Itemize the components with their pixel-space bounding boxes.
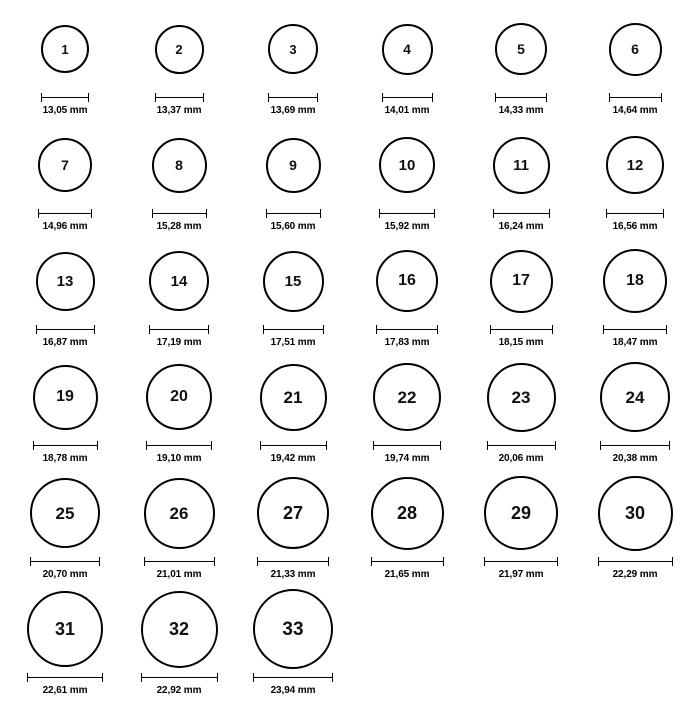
diameter-measure-bar [487, 441, 556, 450]
ring-size-label: 26 [169, 503, 189, 523]
measure-line [263, 329, 324, 330]
diameter-value-label: 20,06 mm [498, 453, 544, 464]
ring-size-cell [578, 238, 692, 354]
ring-size-cell [8, 586, 122, 702]
ring-circle [268, 24, 318, 74]
measure-line [30, 561, 100, 562]
ring-circle [382, 24, 433, 75]
ring-circle [487, 363, 556, 432]
ring-circle [152, 138, 207, 193]
ring-circle-wrapper [600, 354, 670, 440]
measure-tick-right [320, 209, 321, 218]
diameter-value-label: 21,65 mm [384, 569, 430, 580]
measure-line [38, 213, 92, 214]
ring-size-label: 2 [175, 41, 183, 57]
measure-tick-right [432, 93, 433, 102]
ring-size-label: 7 [61, 157, 69, 173]
ring-size-cell [8, 470, 122, 586]
ring-circle [41, 25, 89, 73]
measure-tick-left [30, 557, 31, 566]
measure-line [598, 561, 673, 562]
diameter-value-label: 15,60 mm [270, 221, 316, 232]
ring-circle-wrapper [38, 122, 92, 208]
ring-circle [141, 591, 218, 668]
measure-tick-right [434, 209, 435, 218]
diameter-value-label: 14,33 mm [498, 105, 544, 116]
measure-tick-right [552, 325, 553, 334]
ring-size-label: 27 [282, 503, 304, 523]
ring-circle [600, 362, 670, 432]
ring-size-label: 30 [624, 503, 646, 523]
measure-tick-right [555, 441, 556, 450]
ring-circle-wrapper [490, 238, 553, 324]
diameter-measure-bar [484, 557, 558, 566]
diameter-measure-bar [257, 557, 329, 566]
measure-tick-left [495, 93, 496, 102]
measure-line [484, 561, 558, 562]
measure-tick-right [669, 441, 670, 450]
ring-circle-wrapper [598, 470, 673, 556]
ring-size-cell [122, 470, 236, 586]
diameter-value-label: 15,92 mm [384, 221, 430, 232]
ring-size-label: 5 [517, 41, 525, 57]
diameter-measure-bar [600, 441, 670, 450]
ring-size-cell [236, 122, 350, 238]
ring-circle [36, 252, 95, 311]
measure-tick-left [257, 557, 258, 566]
ring-circle [266, 138, 321, 193]
ring-circle [257, 477, 329, 549]
ring-circle [144, 478, 215, 549]
measure-tick-left [598, 557, 599, 566]
ring-size-label: 8 [175, 157, 183, 173]
diameter-measure-bar [379, 209, 435, 218]
diameter-value-label: 23,94 mm [270, 685, 316, 696]
measure-line [373, 445, 441, 446]
measure-tick-right [94, 325, 95, 334]
measure-tick-right [661, 93, 662, 102]
ring-size-cell [122, 354, 236, 470]
diameter-value-label: 21,97 mm [498, 569, 544, 580]
diameter-value-label: 21,33 mm [270, 569, 316, 580]
ring-size-label: 15 [284, 272, 302, 290]
ring-size-cell [350, 122, 464, 238]
measure-tick-left [376, 325, 377, 334]
measure-tick-right [88, 93, 89, 102]
diameter-value-label: 16,56 mm [612, 221, 658, 232]
measure-tick-right [217, 673, 218, 682]
ring-circle-wrapper [36, 238, 95, 324]
measure-tick-right [443, 557, 444, 566]
diameter-measure-bar [36, 325, 95, 334]
diameter-measure-bar [603, 325, 667, 334]
ring-size-cell [8, 122, 122, 238]
ring-circle [149, 251, 209, 311]
diameter-value-label: 20,38 mm [612, 453, 658, 464]
ring-size-label: 22 [397, 387, 417, 407]
diameter-value-label: 13,37 mm [156, 105, 202, 116]
ring-size-cell [236, 470, 350, 586]
ring-circle-wrapper [609, 6, 662, 92]
ring-size-cell [8, 354, 122, 470]
measure-line [141, 677, 218, 678]
diameter-measure-bar [152, 209, 207, 218]
ring-size-cell [464, 354, 578, 470]
diameter-value-label: 21,01 mm [156, 569, 202, 580]
ring-circle [376, 250, 438, 312]
ring-size-label: 1 [61, 41, 69, 57]
ring-size-cell [464, 122, 578, 238]
diameter-measure-bar [260, 441, 327, 450]
measure-tick-left [144, 557, 145, 566]
ring-circle-wrapper [260, 354, 327, 440]
ring-circle-wrapper [30, 470, 100, 556]
ring-circle [27, 591, 103, 667]
measure-line [495, 97, 547, 98]
diameter-measure-bar [30, 557, 100, 566]
ring-size-cell [350, 6, 464, 122]
ring-size-label: 25 [55, 503, 75, 523]
ring-size-label: 14 [170, 272, 188, 290]
measure-line [260, 445, 327, 446]
measure-line [609, 97, 662, 98]
measure-tick-right [214, 557, 215, 566]
measure-line [382, 97, 433, 98]
ring-circle [155, 25, 204, 74]
ring-size-label: 20 [170, 388, 188, 405]
ring-circle-wrapper [484, 470, 558, 556]
ring-circle [490, 250, 553, 313]
measure-line [606, 213, 664, 214]
measure-tick-left [27, 673, 28, 682]
diameter-value-label: 19,74 mm [384, 453, 430, 464]
ring-size-label: 16 [398, 272, 416, 289]
ring-size-cell [122, 586, 236, 702]
ring-circle-wrapper [495, 6, 547, 92]
measure-line [266, 213, 321, 214]
diameter-value-label: 14,01 mm [384, 105, 430, 116]
diameter-measure-bar [495, 93, 547, 102]
ring-circle [495, 23, 547, 75]
ring-size-cell [578, 122, 692, 238]
measure-tick-right [99, 557, 100, 566]
measure-tick-left [152, 209, 153, 218]
diameter-value-label: 17,83 mm [384, 337, 430, 348]
ring-circle [33, 365, 98, 430]
ring-circle-wrapper [257, 470, 329, 556]
ring-circle-wrapper [382, 6, 433, 92]
measure-tick-right [91, 209, 92, 218]
measure-line [27, 677, 103, 678]
ring-circle-wrapper [146, 354, 212, 440]
measure-tick-right [211, 441, 212, 450]
measure-tick-right [203, 93, 204, 102]
diameter-measure-bar [33, 441, 98, 450]
ring-size-label: 33 [282, 618, 304, 640]
ring-circle-wrapper [371, 470, 444, 556]
ring-size-cell [350, 354, 464, 470]
measure-tick-left [146, 441, 147, 450]
measure-line [268, 97, 318, 98]
ring-size-label: 31 [54, 619, 76, 639]
measure-tick-left [268, 93, 269, 102]
diameter-measure-bar [146, 441, 212, 450]
diameter-measure-bar [371, 557, 444, 566]
diameter-value-label: 22,61 mm [42, 685, 88, 696]
diameter-measure-bar [268, 93, 318, 102]
measure-line [146, 445, 212, 446]
diameter-measure-bar [41, 93, 89, 102]
diameter-measure-bar [606, 209, 664, 218]
ring-circle [146, 364, 212, 430]
diameter-measure-bar [253, 673, 333, 682]
diameter-value-label: 17,51 mm [270, 337, 316, 348]
ring-circle-wrapper [487, 354, 556, 440]
measure-tick-right [546, 93, 547, 102]
ring-circle-wrapper [33, 354, 98, 440]
diameter-value-label: 18,47 mm [612, 337, 658, 348]
measure-line [487, 445, 556, 446]
diameter-value-label: 15,28 mm [156, 221, 202, 232]
measure-tick-right [317, 93, 318, 102]
measure-tick-left [253, 673, 254, 682]
diameter-measure-bar [141, 673, 218, 682]
measure-tick-left [382, 93, 383, 102]
ring-circle-wrapper [266, 122, 321, 208]
measure-line [490, 329, 553, 330]
ring-size-label: 24 [625, 387, 645, 407]
ring-size-cell [122, 238, 236, 354]
ring-circle [598, 476, 673, 551]
ring-circle [603, 249, 667, 313]
diameter-value-label: 19,42 mm [270, 453, 316, 464]
ring-circle-wrapper [253, 586, 333, 672]
measure-line [603, 329, 667, 330]
measure-line [493, 213, 550, 214]
measure-tick-right [440, 441, 441, 450]
ring-circle-wrapper [603, 238, 667, 324]
ring-size-label: 6 [631, 41, 639, 57]
ring-circle [260, 364, 327, 431]
ring-size-cell [350, 238, 464, 354]
measure-tick-left [373, 441, 374, 450]
ring-size-label: 3 [289, 41, 297, 57]
ring-size-label: 18 [626, 272, 644, 289]
measure-tick-left [606, 209, 607, 218]
measure-tick-left [149, 325, 150, 334]
measure-tick-left [155, 93, 156, 102]
ring-circle-wrapper [155, 6, 204, 92]
ring-circle [30, 478, 100, 548]
ring-size-label: 19 [56, 388, 74, 405]
ring-circle [493, 137, 550, 194]
ring-circle [371, 477, 444, 550]
measure-tick-left [379, 209, 380, 218]
ring-size-cell [236, 238, 350, 354]
ring-circle-wrapper [379, 122, 435, 208]
diameter-value-label: 14,64 mm [612, 105, 658, 116]
measure-line [257, 561, 329, 562]
ring-size-cell [236, 6, 350, 122]
diameter-value-label: 13,69 mm [270, 105, 316, 116]
diameter-value-label: 19,10 mm [156, 453, 202, 464]
measure-tick-left [609, 93, 610, 102]
ring-size-label: 29 [510, 503, 532, 523]
measure-tick-left [600, 441, 601, 450]
measure-tick-left [38, 209, 39, 218]
ring-circle [373, 363, 441, 431]
measure-tick-left [484, 557, 485, 566]
ring-size-cell [8, 6, 122, 122]
ring-size-label: 4 [403, 41, 411, 57]
ring-size-label: 23 [511, 387, 531, 407]
measure-tick-left [141, 673, 142, 682]
measure-line [253, 677, 333, 678]
measure-tick-left [266, 209, 267, 218]
measure-tick-left [487, 441, 488, 450]
diameter-value-label: 16,87 mm [42, 337, 88, 348]
measure-line [600, 445, 670, 446]
ring-size-cell [464, 6, 578, 122]
ring-circle [606, 136, 664, 194]
ring-circle-wrapper [41, 6, 89, 92]
diameter-value-label: 18,15 mm [498, 337, 544, 348]
ring-circle [379, 137, 435, 193]
ring-size-label: 21 [283, 387, 303, 407]
diameter-measure-bar [373, 441, 441, 450]
measure-tick-right [208, 325, 209, 334]
ring-size-cell [578, 6, 692, 122]
ring-circle [38, 138, 92, 192]
diameter-measure-bar [490, 325, 553, 334]
diameter-value-label: 13,05 mm [42, 105, 88, 116]
ring-size-cell [122, 6, 236, 122]
measure-tick-right [206, 209, 207, 218]
measure-tick-right [663, 209, 664, 218]
ring-circle-wrapper [373, 354, 441, 440]
measure-tick-left [263, 325, 264, 334]
measure-tick-right [549, 209, 550, 218]
diameter-measure-bar [38, 209, 92, 218]
ring-circle-wrapper [141, 586, 218, 672]
measure-tick-right [666, 325, 667, 334]
measure-line [379, 213, 435, 214]
ring-circle-wrapper [376, 238, 438, 324]
ring-size-label: 17 [512, 272, 530, 289]
diameter-value-label: 18,78 mm [42, 453, 88, 464]
diameter-measure-bar [155, 93, 204, 102]
measure-tick-right [557, 557, 558, 566]
ring-circle-wrapper [149, 238, 209, 324]
measure-tick-right [97, 441, 98, 450]
diameter-measure-bar [144, 557, 215, 566]
ring-circle-wrapper [606, 122, 664, 208]
measure-tick-right [437, 325, 438, 334]
measure-tick-right [102, 673, 103, 682]
ring-circle [609, 23, 662, 76]
diameter-measure-bar [263, 325, 324, 334]
diameter-measure-bar [266, 209, 321, 218]
measure-tick-right [672, 557, 673, 566]
ring-circle-wrapper [493, 122, 550, 208]
ring-size-cell [464, 470, 578, 586]
diameter-measure-bar [598, 557, 673, 566]
ring-size-label: 9 [289, 157, 297, 173]
diameter-measure-bar [149, 325, 209, 334]
ring-circle [484, 476, 558, 550]
measure-tick-right [323, 325, 324, 334]
ring-size-cell [236, 354, 350, 470]
ring-size-cell [122, 122, 236, 238]
ring-circle-wrapper [144, 470, 215, 556]
ring-circle-wrapper [268, 6, 318, 92]
diameter-value-label: 20,70 mm [42, 569, 88, 580]
measure-line [371, 561, 444, 562]
measure-line [36, 329, 95, 330]
ring-size-label: 28 [396, 503, 418, 523]
ring-size-cell [8, 238, 122, 354]
ring-circle-wrapper [27, 586, 103, 672]
ring-size-cell [236, 586, 350, 702]
ring-circle-wrapper [152, 122, 207, 208]
diameter-measure-bar [27, 673, 103, 682]
diameter-value-label: 22,92 mm [156, 685, 202, 696]
measure-line [155, 97, 204, 98]
measure-tick-left [33, 441, 34, 450]
measure-tick-left [371, 557, 372, 566]
ring-size-label: 13 [56, 272, 74, 290]
measure-tick-left [493, 209, 494, 218]
diameter-value-label: 16,24 mm [498, 221, 544, 232]
ring-size-cell [350, 470, 464, 586]
ring-size-cell [578, 470, 692, 586]
measure-line [152, 213, 207, 214]
diameter-value-label: 14,96 mm [42, 221, 88, 232]
measure-line [149, 329, 209, 330]
ring-size-label: 12 [626, 156, 644, 174]
measure-line [41, 97, 89, 98]
ring-size-label: 10 [398, 156, 416, 174]
ring-size-cell [578, 354, 692, 470]
measure-tick-left [41, 93, 42, 102]
ring-size-label: 32 [168, 619, 190, 639]
measure-tick-right [328, 557, 329, 566]
diameter-measure-bar [609, 93, 662, 102]
ring-circle [263, 251, 324, 312]
diameter-measure-bar [376, 325, 438, 334]
measure-tick-left [603, 325, 604, 334]
diameter-value-label: 17,19 mm [156, 337, 202, 348]
measure-tick-right [332, 673, 333, 682]
measure-tick-left [490, 325, 491, 334]
diameter-measure-bar [382, 93, 433, 102]
diameter-value-label: 22,29 mm [612, 569, 658, 580]
measure-line [376, 329, 438, 330]
measure-tick-right [326, 441, 327, 450]
ring-circle-wrapper [263, 238, 324, 324]
ring-size-cell [464, 238, 578, 354]
diameter-measure-bar [493, 209, 550, 218]
measure-tick-left [36, 325, 37, 334]
ring-size-label: 11 [513, 156, 529, 174]
ring-circle [253, 589, 333, 669]
measure-line [144, 561, 215, 562]
measure-line [33, 445, 98, 446]
measure-tick-left [260, 441, 261, 450]
